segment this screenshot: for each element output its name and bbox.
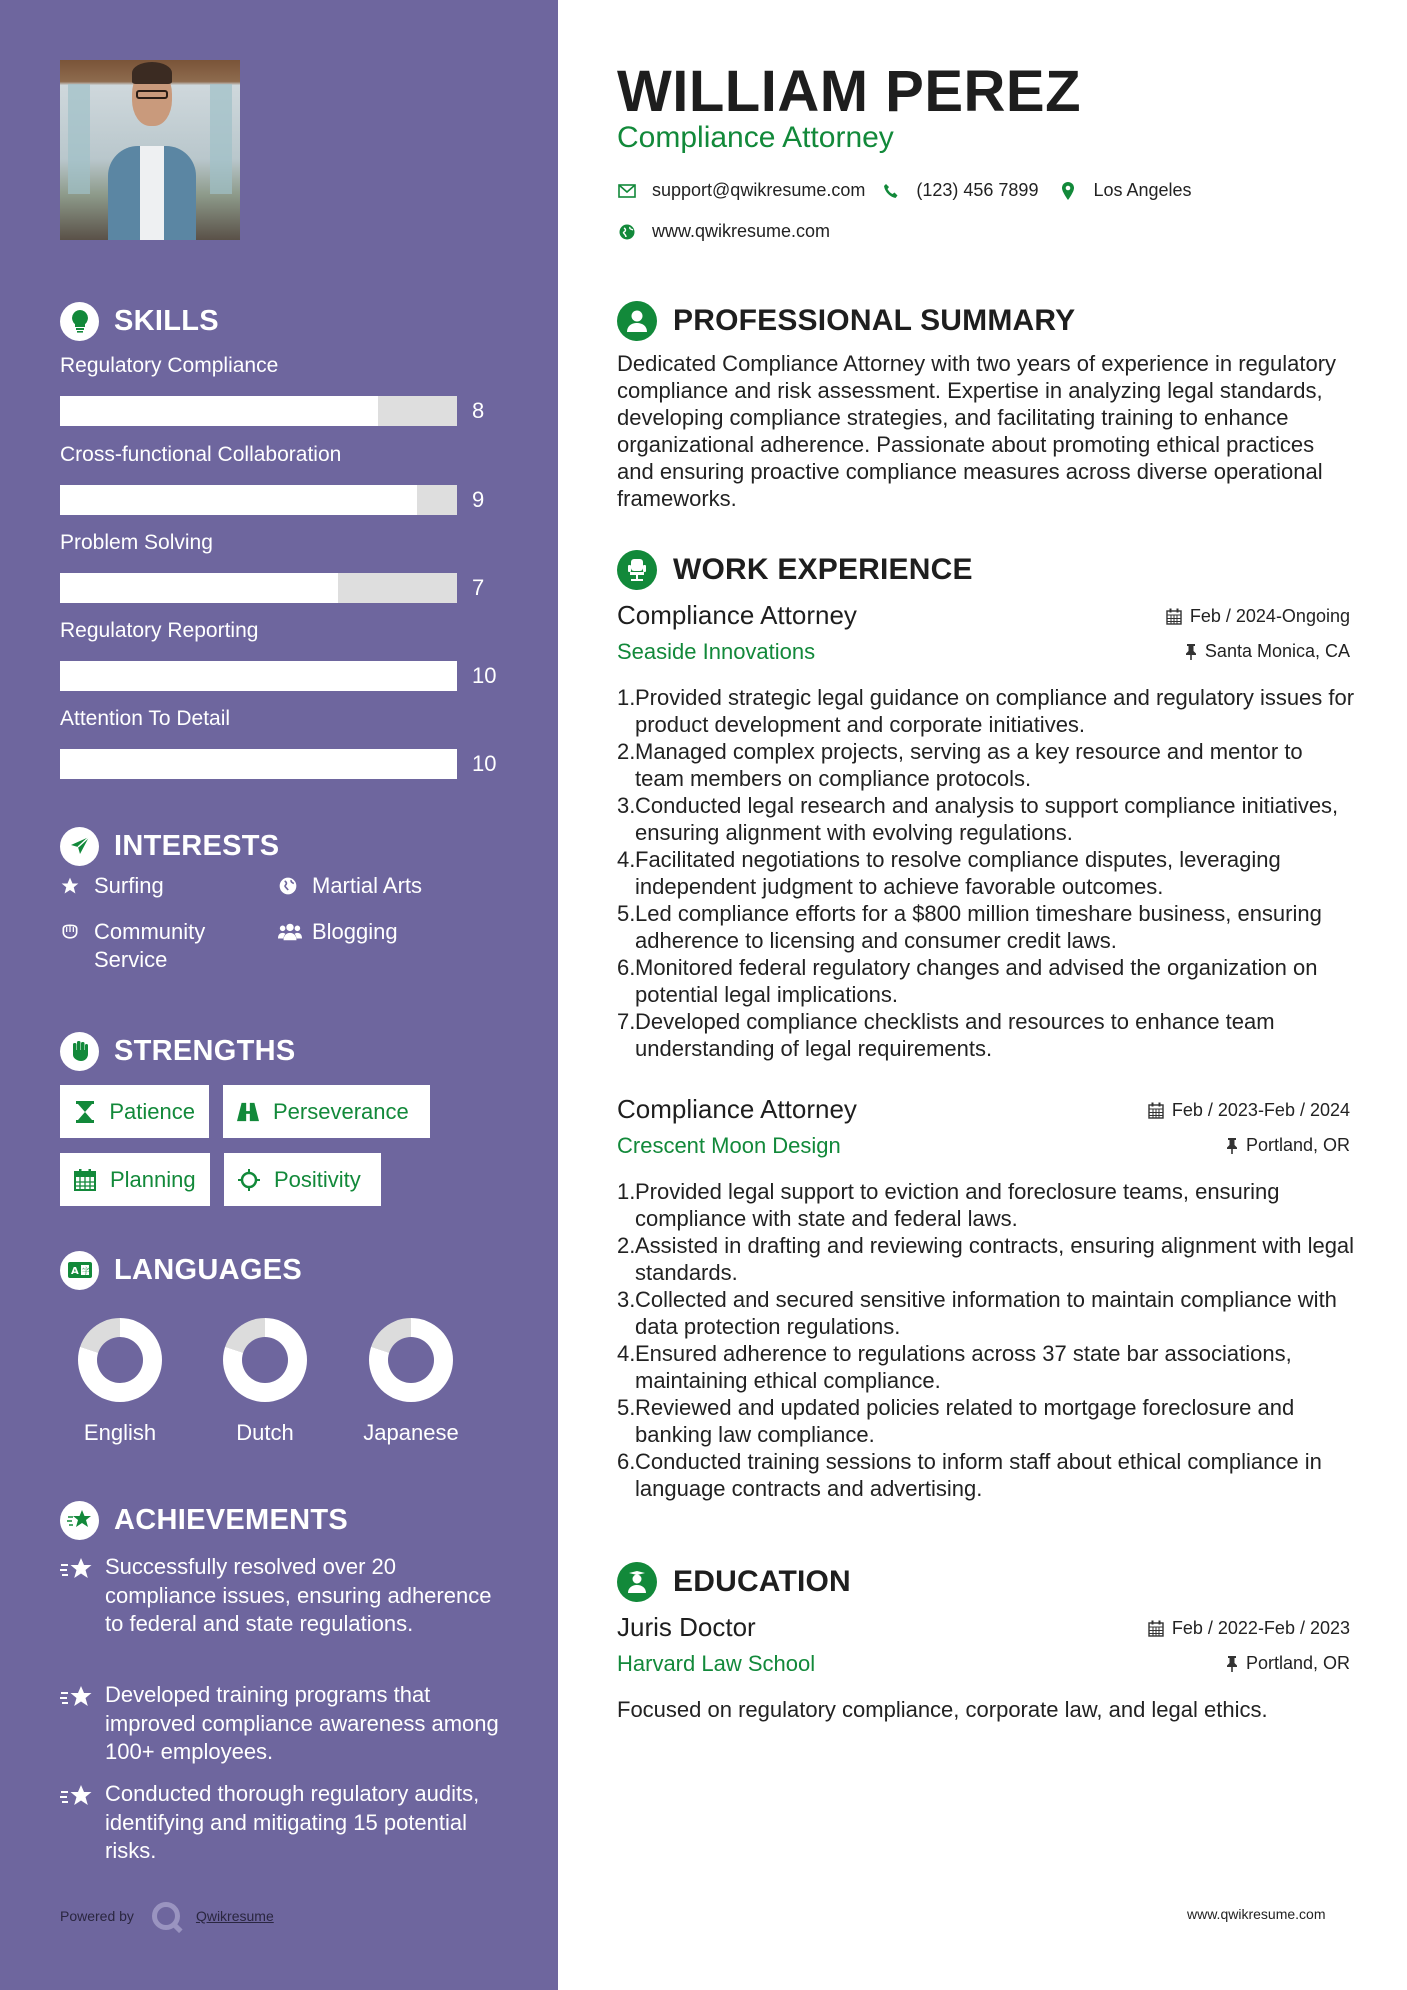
education-location-text: Portland, OR xyxy=(1245,1653,1350,1673)
education-school: Harvard Law School xyxy=(617,1651,816,1676)
strength-label: Positivity xyxy=(274,1166,361,1192)
interests-heading xyxy=(60,826,279,866)
job-bullet: Provided legal support to eviction and foreclosure teams, ensuring compliance with state and federal laws. xyxy=(635,1179,1280,1231)
job-location-text: Portland, OR xyxy=(1245,1135,1350,1155)
job-bullets xyxy=(617,684,1357,1062)
interest-label: Community Service xyxy=(94,919,206,972)
job-dates xyxy=(1166,606,1350,627)
shooting-star-icon xyxy=(60,1553,105,1639)
interest-label: Surfing xyxy=(94,873,164,898)
language-item xyxy=(60,1318,180,1446)
interests-heading-label: INTERESTS xyxy=(114,829,280,862)
skill-bar xyxy=(60,396,457,426)
language-name: English xyxy=(83,1420,157,1445)
skill-name: Problem Solving xyxy=(60,531,213,554)
calendar-icon xyxy=(1166,608,1182,625)
skill-name: Regulatory Compliance xyxy=(60,354,279,377)
job-location xyxy=(1185,641,1350,662)
job-company: Crescent Moon Design xyxy=(617,1133,841,1158)
skill-name: Cross-functional Collaboration xyxy=(60,443,342,466)
globe-icon xyxy=(617,222,637,242)
strengths-heading xyxy=(60,1031,296,1071)
job-bullet: Provided strategic legal guidance on compliance and regulatory issues for product development and corporate initiatives. xyxy=(635,685,1355,737)
interest-item xyxy=(60,872,244,900)
language-item xyxy=(351,1318,471,1446)
skill-value: 10 xyxy=(472,663,497,688)
map-marker-icon xyxy=(1058,181,1078,201)
skill-value: 9 xyxy=(472,487,485,512)
job-bullet: Conducted legal research and analysis to support compliance initiatives, ensuring alignment with evolving regulations. xyxy=(635,793,1339,845)
contact-phone: (123) 456 7899 xyxy=(916,180,1039,200)
qwikresume-link[interactable]: Qwikresume xyxy=(195,1908,274,1924)
experience-heading-label: WORK EXPERIENCE xyxy=(673,553,973,586)
skill-value: 7 xyxy=(472,575,485,600)
photo-bg-window xyxy=(68,84,90,194)
svg-text:A: A xyxy=(70,1266,79,1277)
education-location xyxy=(1226,1653,1350,1674)
contact-email[interactable]: support@qwikresume.com xyxy=(652,180,866,200)
skill-item xyxy=(60,528,520,600)
strength-pill xyxy=(223,1085,430,1138)
achievement-text: Developed training programs that improved compliance awareness among 100+ employees. xyxy=(105,1682,499,1764)
education-description: Focused on regulatory compliance, corporate law, and legal ethics. xyxy=(617,1697,1268,1722)
qwikresume-logo-icon xyxy=(152,1902,180,1930)
job-location-text: Santa Monica, CA xyxy=(1204,641,1350,661)
paper-plane-icon xyxy=(60,827,99,866)
candidate-title: Compliance Attorney xyxy=(617,121,894,154)
skill-bar xyxy=(60,485,457,515)
job-bullet: Conducted training sessions to inform staff about ethical compliance in language contracts and advertising. xyxy=(635,1449,1322,1501)
calendar-icon xyxy=(1148,1620,1164,1637)
users-icon xyxy=(278,918,302,946)
contact-location: Los Angeles xyxy=(1093,180,1192,200)
job-bullet: Developed compliance checklists and resources to enhance team understanding of legal requirements. xyxy=(635,1009,1275,1061)
envelope-icon xyxy=(617,181,637,201)
contact-row xyxy=(617,221,846,242)
shooting-star-icon xyxy=(60,1501,99,1540)
skill-item xyxy=(60,616,520,688)
achievements-heading xyxy=(60,1500,348,1540)
skills-heading xyxy=(60,301,219,341)
profile-photo xyxy=(60,60,240,240)
office-chair-icon xyxy=(617,550,657,590)
pushpin-icon xyxy=(1226,1656,1238,1672)
job-bullet: Assisted in drafting and reviewing contracts, ensuring alignment with legal standards. xyxy=(635,1233,1355,1285)
lightbulb-icon xyxy=(60,302,99,341)
strength-pill xyxy=(60,1085,209,1138)
pushpin-icon xyxy=(1226,1138,1238,1154)
summary-heading-label: PROFESSIONAL SUMMARY xyxy=(673,304,1076,337)
interest-item xyxy=(60,918,244,974)
skill-bar-fill xyxy=(60,661,457,691)
skill-bar xyxy=(60,749,457,779)
hourglass-icon xyxy=(74,1101,95,1123)
graduate-icon xyxy=(617,1562,657,1602)
pushpin-icon xyxy=(1185,644,1197,660)
skill-name: Regulatory Reporting xyxy=(60,619,259,642)
language-donut xyxy=(223,1318,307,1402)
interest-item xyxy=(278,872,462,900)
star-icon xyxy=(60,872,84,900)
achievement-item xyxy=(60,1553,500,1639)
education-dates xyxy=(1148,1618,1350,1639)
interest-item xyxy=(278,918,462,946)
job-company: Seaside Innovations xyxy=(617,639,816,664)
powered-by-label: Powered by xyxy=(60,1908,134,1924)
skill-item xyxy=(60,440,520,512)
skill-item xyxy=(60,351,520,423)
job-bullets xyxy=(617,1178,1357,1502)
road-icon xyxy=(237,1101,259,1123)
skills-heading-label: SKILLS xyxy=(114,304,219,337)
strength-label: Patience xyxy=(109,1098,195,1124)
job-bullet: Ensured adherence to regulations across 37 state bar associations, maintaining ethical compliance. xyxy=(635,1341,1292,1393)
sidebar xyxy=(0,0,558,1990)
job-dates xyxy=(1148,1100,1350,1121)
job-bullet: Managed complex projects, serving as a key resource and mentor to team members on compliance protocols. xyxy=(635,739,1303,791)
achievement-text: Conducted thorough regulatory audits, identifying and mitigating 15 potential risks. xyxy=(105,1781,480,1863)
skill-bar-fill xyxy=(60,485,417,515)
skill-bar-fill xyxy=(60,749,457,779)
education-heading xyxy=(617,1561,851,1603)
candidate-name: WILLIAM PEREZ xyxy=(617,59,1082,124)
language-item xyxy=(205,1318,325,1446)
languages-heading-label: LANGUAGES xyxy=(114,1253,302,1286)
experience-heading xyxy=(617,549,973,591)
achievement-item xyxy=(60,1681,500,1767)
user-icon xyxy=(617,301,657,341)
interest-label: Blogging xyxy=(312,919,398,944)
strength-label: Perseverance xyxy=(273,1098,409,1124)
strength-pill xyxy=(60,1153,210,1206)
job-bullet: Collected and secured sensitive information to maintain compliance with data protection regulations. xyxy=(635,1287,1337,1339)
language-donut xyxy=(369,1318,453,1402)
interest-label: Martial Arts xyxy=(312,873,423,898)
calendar-icon xyxy=(74,1169,96,1191)
skill-bar-fill xyxy=(60,573,338,603)
achievement-item xyxy=(60,1780,500,1866)
achievement-text: Successfully resolved over 20 compliance issues, ensuring adherence to federal and state regulations. xyxy=(105,1554,492,1636)
education-degree: Juris Doctor xyxy=(617,1612,756,1642)
calendar-icon xyxy=(1148,1102,1164,1119)
skill-item xyxy=(60,704,520,776)
summary-text: Dedicated Compliance Attorney with two years of experience in regulatory compliance and risk assessment. Expertise in analyzing legal standards, developing compliance strategies, and facilitating training to enhance organizational adherence. Passionate about promoting ethical practices and ensuring proactive compliance measures across diverse operational frameworks. xyxy=(617,351,1337,511)
skill-bar xyxy=(60,661,457,691)
photo-bg-window xyxy=(210,84,232,194)
powered-by xyxy=(60,1902,274,1930)
contact-website[interactable]: www.qwikresume.com xyxy=(652,221,831,241)
shooting-star-icon xyxy=(60,1681,105,1767)
skill-bar xyxy=(60,573,457,603)
phone-icon xyxy=(881,181,901,201)
job-role: Compliance Attorney xyxy=(617,1094,857,1124)
job-dates-text: Feb / 2023-Feb / 2024 xyxy=(1171,1100,1350,1120)
job-bullet: Monitored federal regulatory changes and advised the organization on potential legal implications. xyxy=(635,955,1318,1007)
job-bullet: Facilitated negotiations to resolve compliance disputes, leveraging independent judgment to achieve favorable outcomes. xyxy=(635,847,1281,899)
language-name: Dutch xyxy=(236,1420,294,1445)
skill-value: 8 xyxy=(472,398,485,423)
language-icon xyxy=(60,1251,99,1290)
globe-icon xyxy=(278,872,302,900)
contact-row xyxy=(617,180,1208,201)
education-heading-label: EDUCATION xyxy=(673,1565,851,1598)
footer-url[interactable]: www.qwikresume.com xyxy=(1187,1906,1326,1922)
photo-hair xyxy=(132,62,172,84)
shooting-star-icon xyxy=(60,1780,105,1866)
strength-pill xyxy=(224,1153,381,1206)
job-bullet: Reviewed and updated policies related to mortgage foreclosure and banking law compliance. xyxy=(635,1395,1295,1447)
strength-label: Planning xyxy=(110,1166,196,1192)
strengths-heading-label: STRENGTHS xyxy=(114,1034,296,1067)
job-role: Compliance Attorney xyxy=(617,600,857,630)
skill-bar-fill xyxy=(60,396,378,426)
skill-value: 10 xyxy=(472,751,497,776)
job-location xyxy=(1226,1135,1350,1156)
job-dates-text: Feb / 2024-Ongoing xyxy=(1189,606,1350,626)
language-donut xyxy=(78,1318,162,1402)
photo-glasses xyxy=(136,90,168,99)
svg-text:字: 字 xyxy=(81,1266,90,1276)
raised-fist-icon xyxy=(60,1032,99,1071)
languages-heading xyxy=(60,1250,302,1290)
language-name: Japanese xyxy=(363,1420,459,1445)
summary-heading xyxy=(617,300,1075,342)
photo-shirt xyxy=(140,146,164,240)
job-bullet: Led compliance efforts for a $800 million timeshare business, ensuring adherence to licensing and consumer credit laws. xyxy=(635,901,1322,953)
hand-fist-icon xyxy=(60,918,84,946)
education-dates-text: Feb / 2022-Feb / 2023 xyxy=(1171,1618,1350,1638)
achievements-heading-label: ACHIEVEMENTS xyxy=(114,1503,349,1536)
skill-name: Attention To Detail xyxy=(60,707,231,730)
sun-icon xyxy=(238,1169,260,1191)
